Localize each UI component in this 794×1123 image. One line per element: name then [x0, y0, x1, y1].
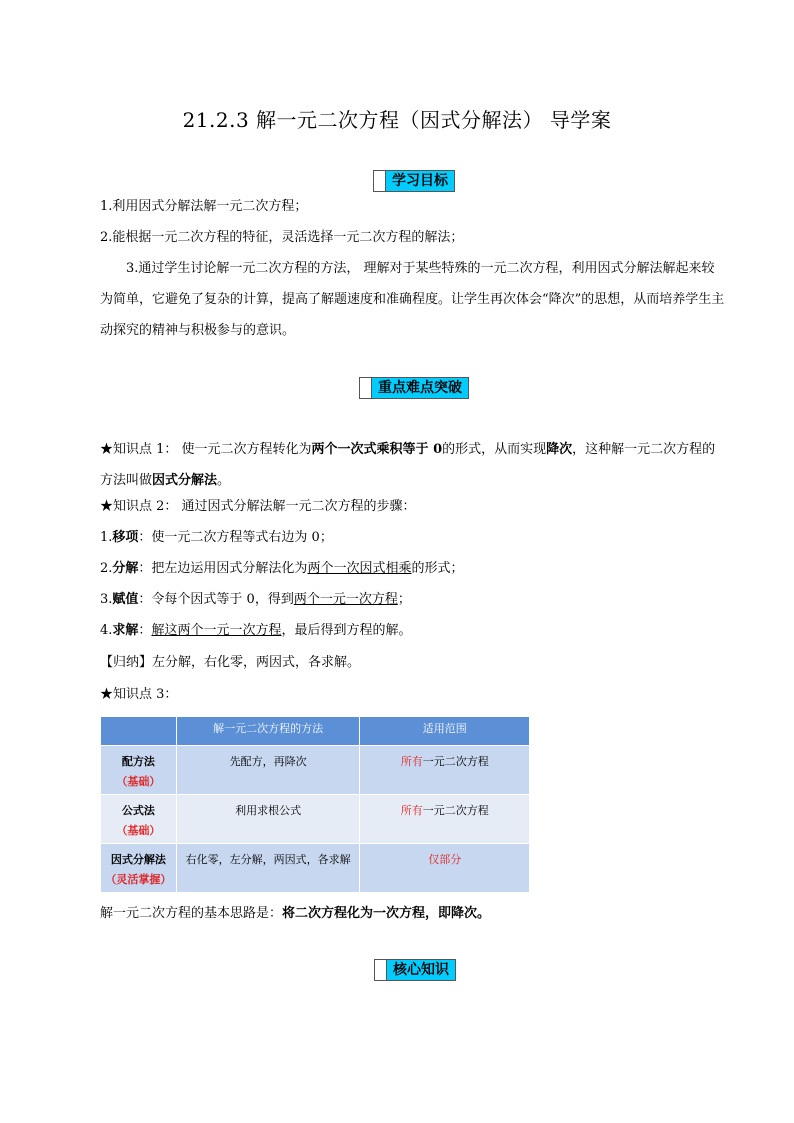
section-header-bar: [374, 959, 386, 981]
table-row: [101, 795, 530, 844]
method-name-cell: 因式分解法 （灵活掌握）: [101, 844, 177, 893]
goal-2: 2.能根据一元二次方程的特征，灵活选择一元二次方程的解法；: [100, 230, 464, 245]
summary: 【归纳】左分解，右化零，两因式，各求解。: [100, 655, 361, 670]
table-header-cell: 解一元二次方程的方法: [176, 717, 360, 746]
goal-3: 3.通过学生讨论解一元二次方程的方法， 理解对于某些特殊的一元二次方程，利用因式分解法解起来较为简单，它避免了复杂的计算，提高了解题速度和准确程度。让学生再次体会“降次”的思想，从而培养学生主动探究的精神与积极参与的意识。: [100, 261, 725, 338]
section-header-bar: [373, 170, 385, 192]
section-header-key-points: [359, 377, 469, 399]
table-header-row: [101, 717, 530, 746]
section-header-goals: [373, 170, 455, 192]
scope-cell: 所有一元二次方程: [360, 746, 530, 795]
table-row: [101, 746, 530, 795]
step-3: 3.赋值：令每个因式等于 0，得到两个一元一次方程；: [100, 592, 411, 607]
section-header-bar: [359, 377, 371, 399]
table-row: [101, 844, 530, 893]
scope-cell: 仅部分: [360, 844, 530, 893]
method-name-cell: 配方法 （基础）: [101, 746, 177, 795]
method-name-cell: 公式法 （基础）: [101, 795, 177, 844]
goal-1: 1.利用因式分解法解一元二次方程；: [100, 199, 308, 214]
section-header-label: 核心知识: [386, 959, 456, 981]
section-header-label: 学习目标: [385, 170, 455, 192]
knowledge-point-3: ★知识点 3：: [100, 687, 178, 702]
step-2: 2.分解：把左边运用因式分解法化为两个一次因式相乘的形式；: [100, 561, 464, 576]
section-header-core: [374, 959, 456, 981]
conclusion: 解一元二次方程的基本思路是：将二次方程化为一次方程，即降次。: [100, 906, 491, 921]
method-cell: 利用求根公式: [176, 795, 360, 844]
knowledge-point-2: ★知识点 2： 通过因式分解法解一元二次方程的步骤：: [100, 499, 416, 514]
scope-cell: 所有一元二次方程: [360, 795, 530, 844]
step-1: 1.移项：使一元二次方程等式右边为 0；: [100, 530, 333, 545]
knowledge-point-1: ★知识点 1： 使一元二次方程转化为两个一次式乘积等于 0的形式，从而实现降次，这种解一元二次方程的方法叫做因式分解法。: [100, 442, 716, 488]
method-cell: 先配方，再降次: [176, 746, 360, 795]
page-title: 21.2.3 解一元二次方程（因式分解法） 导学案: [182, 108, 612, 132]
methods-table: [100, 716, 530, 893]
table-header-cell: [101, 717, 177, 746]
step-4: 4.求解：解这两个一元一次方程，最后得到方程的解。: [100, 623, 412, 638]
table-header-cell: 适用范围: [360, 717, 530, 746]
section-header-label: 重点难点突破: [371, 377, 469, 399]
method-cell: 右化零，左分解，两因式，各求解: [176, 844, 360, 893]
